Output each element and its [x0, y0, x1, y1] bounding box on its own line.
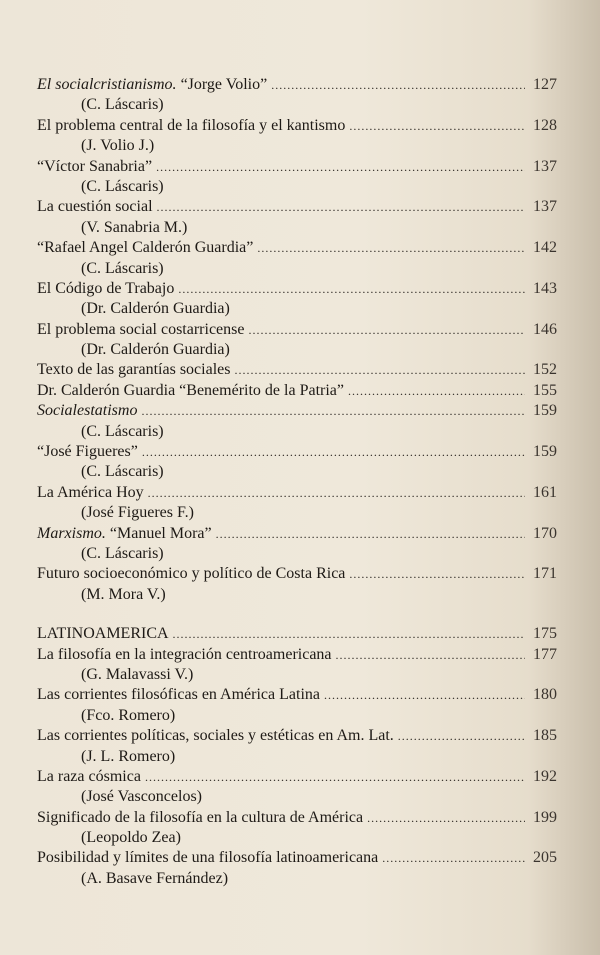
entry-author: (Leopoldo Zea): [81, 829, 181, 847]
page-number: 205: [533, 849, 557, 867]
dot-leader: [348, 381, 525, 401]
section-heading-line: [37, 624, 557, 644]
toc-entry: [37, 116, 557, 136]
entry-title: [37, 279, 174, 299]
entry-author: (Fco. Romero): [81, 706, 176, 724]
entry-author: (C. Láscaris): [81, 96, 164, 114]
dot-leader: [271, 75, 525, 95]
dot-leader: [216, 524, 525, 544]
entry-title: [37, 483, 144, 503]
entry-title: [37, 767, 141, 787]
section-heading: LATINOAMERICA: [37, 625, 169, 643]
toc-entry: [37, 279, 557, 299]
entry-title: [37, 726, 394, 746]
entry-title: [37, 808, 363, 828]
page-number: 127: [533, 76, 557, 93]
page-number: 137: [533, 198, 557, 216]
entry-title: [37, 564, 345, 584]
toc-entry: [37, 401, 557, 421]
entry-lead: Socialestatismo: [37, 402, 138, 420]
page-number: 175: [533, 625, 557, 643]
toc-entry: [37, 808, 557, 828]
entry-author: (V. Sanabria M.): [81, 218, 188, 236]
page-number: 137: [533, 157, 557, 175]
entry-author: (J. Volio J.): [81, 137, 155, 155]
entry-title: [37, 116, 345, 136]
entry-title: [37, 645, 332, 665]
dot-leader: [142, 442, 525, 462]
entry-author: (José Figueres F.): [81, 504, 194, 522]
page-number: 143: [533, 279, 557, 297]
entry-title-text: “José Figueres”: [37, 443, 138, 461]
dot-leader: [145, 767, 525, 787]
toc-entry: [37, 848, 557, 868]
entry-title-text: El Código de Trabajo: [37, 279, 175, 297]
section-gap: [37, 605, 557, 624]
entry-title: [37, 381, 344, 401]
toc-entry: [37, 157, 557, 177]
dot-leader: [324, 685, 525, 705]
entry-author: (C. Láscaris): [81, 544, 164, 562]
page-number: 128: [533, 116, 557, 134]
entry-title-text: La cuestión social: [37, 198, 153, 216]
entry-author: (G. Malavassi V.): [81, 665, 194, 683]
entry-title-text: El problema social costarricense: [37, 320, 245, 338]
table-of-contents: [37, 75, 557, 889]
dot-leader: [148, 483, 525, 503]
entry-author: (C. Láscaris): [81, 177, 164, 195]
toc-entry: [37, 360, 557, 380]
toc-entry: [37, 524, 557, 544]
entry-title-text: La raza cósmica: [37, 767, 141, 785]
dot-leader: [382, 848, 525, 868]
page-number: 146: [533, 320, 557, 338]
entry-title: [37, 157, 152, 177]
entry-title: [37, 238, 253, 258]
toc-entry: [37, 564, 557, 584]
toc-entry: [37, 381, 557, 401]
page-number: 155: [533, 381, 557, 399]
page-number: 171: [533, 565, 557, 583]
page-number: 185: [533, 727, 557, 745]
entry-title: [37, 524, 212, 544]
page-number: 161: [533, 483, 557, 501]
entry-title-text: “Manuel Mora”: [109, 524, 212, 542]
entry-title-text: “Jorge Volio”: [180, 76, 268, 93]
dot-leader: [234, 360, 525, 380]
page-number: 152: [533, 361, 557, 379]
entry-author: (A. Basave Fernández): [81, 869, 229, 887]
entry-title-text: “Víctor Sanabria”: [37, 157, 153, 175]
page-number: 159: [533, 402, 557, 420]
toc-entry: [37, 685, 557, 705]
page-number: 170: [533, 524, 557, 542]
entry-title-text: Dr. Calderón Guardia “Benemérito de la Patria”: [37, 381, 344, 399]
toc-entry: [37, 197, 557, 217]
entry-title-text: Texto de las garantías sociales: [37, 361, 231, 379]
entry-title-text: La filosofía en la integración centroamericana: [37, 645, 332, 663]
entry-title-text: Las corrientes filosóficas en América Latina: [37, 686, 320, 704]
page-number: 177: [533, 645, 557, 663]
toc-entry: [37, 726, 557, 746]
entry-author: (M. Mora V.): [81, 585, 166, 603]
toc-entry: [37, 320, 557, 340]
entry-author: (C. Láscaris): [81, 259, 164, 277]
entry-title-text: Posibilidad y límites de una filosofía latinoamericana: [37, 849, 379, 867]
page-number: 142: [533, 239, 557, 257]
toc-entry: [37, 483, 557, 503]
entry-title: [37, 197, 153, 217]
dot-leader: [156, 157, 525, 177]
toc-entry: [37, 767, 557, 787]
page-number: 180: [533, 686, 557, 704]
entry-author: (José Vasconcelos): [81, 788, 203, 806]
page-number: 192: [533, 767, 557, 785]
toc-entry: [37, 442, 557, 462]
dot-leader: [178, 279, 525, 299]
entry-title-text: Las corrientes políticas, sociales y estéticas en Am. Lat.: [37, 727, 394, 745]
entry-title: [37, 401, 137, 421]
dot-leader: [141, 401, 525, 421]
dot-leader: [257, 238, 525, 258]
entry-title-text: El problema central de la filosofía y el kantismo: [37, 116, 346, 134]
entry-title-text: Significado de la filosofía en la cultura de América: [37, 808, 364, 826]
entry-title: [37, 360, 230, 380]
dot-leader: [248, 320, 525, 340]
entry-title: [37, 685, 320, 705]
toc-entry: [37, 645, 557, 665]
entry-title: [37, 320, 244, 340]
entry-author: (Dr. Calderón Guardia): [81, 300, 230, 318]
toc-entry: [37, 75, 557, 95]
dot-leader: [349, 116, 525, 136]
entry-title-text: “Rafael Angel Calderón Guardia”: [37, 239, 254, 257]
dot-leader: [173, 624, 525, 644]
entry-title-text: Futuro socioeconómico y político de Costa Rica: [37, 565, 346, 583]
entry-author: (Dr. Calderón Guardia): [81, 341, 230, 359]
page-number: 159: [533, 443, 557, 461]
dot-leader: [398, 726, 525, 746]
entry-author: (J. L. Romero): [81, 747, 176, 765]
entry-lead: Marxismo.: [37, 524, 106, 542]
entry-title: [37, 75, 267, 95]
page-number: 199: [533, 808, 557, 826]
entry-lead: El socialcristianismo.: [37, 76, 177, 93]
entry-title: [37, 848, 378, 868]
toc-entry: [37, 238, 557, 258]
entry-author: (C. Láscaris): [81, 422, 164, 440]
entry-author: (C. Láscaris): [81, 463, 164, 481]
dot-leader: [336, 645, 525, 665]
dot-leader: [367, 808, 525, 828]
entry-title-text: La América Hoy: [37, 483, 144, 501]
entry-title: [37, 442, 138, 462]
dot-leader: [349, 564, 525, 584]
dot-leader: [157, 197, 525, 217]
